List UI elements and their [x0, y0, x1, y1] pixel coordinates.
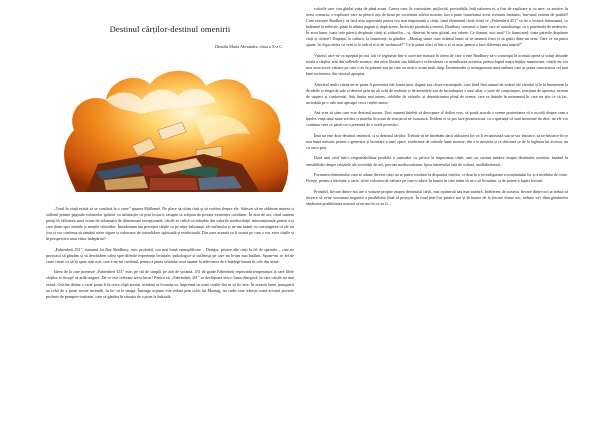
paragraph: Viitorul care ne va așteptat pe noi toți ce regăsește într-o oarecare măsură în ideea de care a este Bradbury să-o conceapă în această operă și soluți absurde totală a cărților arăt din sufletele noastre, din orice librării sau biblioteci echivalează cu nentilirarea acesteia, pentru faptul majorităților numeroase, cărțile nu vor mai avea acces valoare pe care o au în prezent sau pe care au avut-o acum mult timp. Încetinindea și neasigurarea unui atribute care ar putea caracterizat cel mai bine societatea, din viitorul apropiat.: [306, 52, 568, 76]
burning-books-image: [46, 60, 294, 192]
paragraph: valorile care i-au ghidat viața de până acum. Cartea care, în curiozitate, mijlocită, provizibilă, îndi valoarea ei, a fost de explicare și cu aere, ca motive, la acest scenariu, o explicare care se pleacă aiși de brise pe societatea zilelor noastre, lucru paste transforma acest scenariu fantastic, într-unul extrem de posibil! Cum reușește Bradbury să facă asta reprezintă partea cea mai importantă a cărții, ținul elementul cheie fiind ce „Fahrenheit 451” să fie o lectură interesantă, ce îndemnă la reflecție, până la ultima pagină și după aceea. Încercați parabola a tenorii, Bradbury construit o lume care se autodistruge cu o puterinale de nedescris. În acea lume, toate cele părerii dispărute căriți și cititorilor – și, dintr-un în sens global, are orbete. Ce fiumsn, nici mai? Ce fiums-nad: toate părerile dispărute cărți și cititori? Dispărul la culturii, la frumusețe, la gândire. „Montag simte cum avântul lumii să se umează fruct și să găsiți dintr-un sens. Oare ce nu putea spune, în clipa căreia va veni și la cadrul ei și de vorbească?” Ce le putea oferi el într-o zi ca asta, pentru a face diferența mai naștră?”: [306, 6, 568, 48]
burning-books-photo: [46, 60, 294, 192]
article-title: Destinul cărților-destinul omenirii: [109, 24, 231, 34]
paragraph: Probabil, fiecare dintre noi are o viziune proprie asupra destinului cărții, mai optimistă sau mai sumbră. Indiferent de aceasta, fiecare dintre noi ar trebui să încerce să evite versiunea negativă a posibilului final al poveștii. În fond ține-l-or printre noi și în lumea de la fiecare dintre noi, trebuie să-i dăm gândurilor sănătoase posibilitatea noastră să ne-am în ce va fi...: [306, 188, 568, 206]
paragraph: Formarea elementului cum se adune diverse cărți nu ar putea conduce la dispariția cărților, ci doar la o reconfigurare a conținutului lor și a modului de citire. Firește, pentru a întreține o carte, citire valoarea de valoare pe care-o aduce în lumea în care trăim să ne o să lecturăm, și de putere a faptei lecturii.: [306, 172, 568, 184]
right-column: [306, 0, 568, 424]
paragraph: Însă nu este doar destinul omenirii, ci și destinul cărților. Trebuie să ne întrebăm dacă utilizarea lor va fi recunoscută sau se vor întoarce, să ne întoarce în ce mai bună măsură, pentru o generație și lecturare a unei opere, eradicarea de culmile lume noastre, din a le moșteni și ce discernă ce de la legătura lui acestor, nu cu orice preț.: [306, 132, 568, 150]
paragraph: Adevărul multi viteză ne-ar putea fi prezentat sub forma unor dogme sau clișee existențiale, care fiind fără ramuri de vedere ale cărtului și le la întemeiem la de ideile și alegerile sale și deseori prin un alt ochi de realitate și de amiralele sau de încredințare a unui aliat, o stare de conștiințare, reacțiuni de așternut, extrem de suspect și conformist. Sub limita mai intens, celelalte de valorile, și deșertăciunea plină de vreme, care se întinde în momentul în care nu știu ce să fac, niciodată pe o cale mai aproape cea a rețelei emise.: [306, 81, 568, 105]
left-column: [46, 0, 294, 424]
paragraph: „Fahrenheit 451”, romanul lui Ray Bradbury, este, probabil, cea mai bună exemplificare – Desigur, printre alte cărți la fel de speciale – care ne provoacă să gândim și să deschidem calea spre diferite experiențe lecturale, psihologice și sufletești pe care nu le-am mai întâlnit. Spune-mi ce fel de carte citești ca să îți spun cine ești, care e nu-mi cuvântul, pentru a putea schimba ceva anume la adecvarea de a înțelege lumea în cele din urmă.: [46, 246, 294, 264]
paragraph: Ideea de la care pornește „Fahrenheit 451” este, pe cât de simplă, pe atât de șocantă. 451 de grade Fahrenheit reprezintă temperatura la care filele cărților se începe să ardă singure. De ce este relevant acest lucru? Pentru că, „Fahrenheit 451” se desfășoară într-o lume distopică, în care cărțile nu mai există. Oricine deține o carte poate fi în orice clipă arestat, urmând ca locuința sa, împreună cu toate cărțile din ea să fie arse. În această lume, pompierii au rolul de a porni aceste incendii, în loc să le stingă. Întreaga acțiune este redată prin ochii lui Montag, un cadet care trăiește toată această poveste profesie de pompier-torționar, care se gândea în situația de a pune la îndoială: [46, 269, 294, 299]
paragraph: „Totul în viață există să se conducă la o carte” spunea Mallarmé. Ne place să citim cărți și să vorbim despre ele. Adesori să ne zăbăvim mintea și sufletul printre paginile volumelor ipătrite cu satisfacție că prin lecturii, rasapm să sclipim de povara existenței cotidiene. În zisa de azi, când suntem prinși în vâltoarea unui ocean de informații de dimensiuni excepționale, cărțile se ridică cu mândrie din valurile mediocrității informaționale pentru a-și crea drum spre inimile și mințile cititorilor. Întotdeauna am perceput cărțile ca pe niște balsamuri ale sufletului și ne-am hrănit cu convingerea că ele nu fost și vor continua să rămână surse sigure și valoroase de consolidare spirituală și intelectuală. Dar oare această va fi soarta pe care o vor avea cărțile și în perspectiva unui viitor îndepărtat?: [46, 206, 294, 242]
paragraph: Dacă unii cred într-o responsabilitate posibilă a cumsrdor cu privire la importanța cărții, unii au viziuni sumbre asupra destinului acesteia, bazând în sensibilități despre reușitele ale societății de azi, precum mediocratizare, lipsa interesului față de cultură, analfabetismul...: [306, 155, 568, 167]
article-author: Dinulfu Maria Alexandra, clasa a X-a C: [215, 44, 282, 49]
left-body-text: [46, 206, 294, 300]
paragraph: Am vrea să știm care este destinul nostru. Unii oameni înteleți să descopere al doilea vers, să poată acorda o vreme posteritatea să o asculți despre cum a înțeles viața unui mare scriitor și marelui în scară de reacția să ne cunoască. Evident ei se pot face pronosticuri, cu o speranță că sunt momente de deci, iar ele vor continua ceea ce păcat cu-o prezență de o acele povestiri.: [306, 110, 568, 128]
right-body-text: [306, 6, 568, 207]
